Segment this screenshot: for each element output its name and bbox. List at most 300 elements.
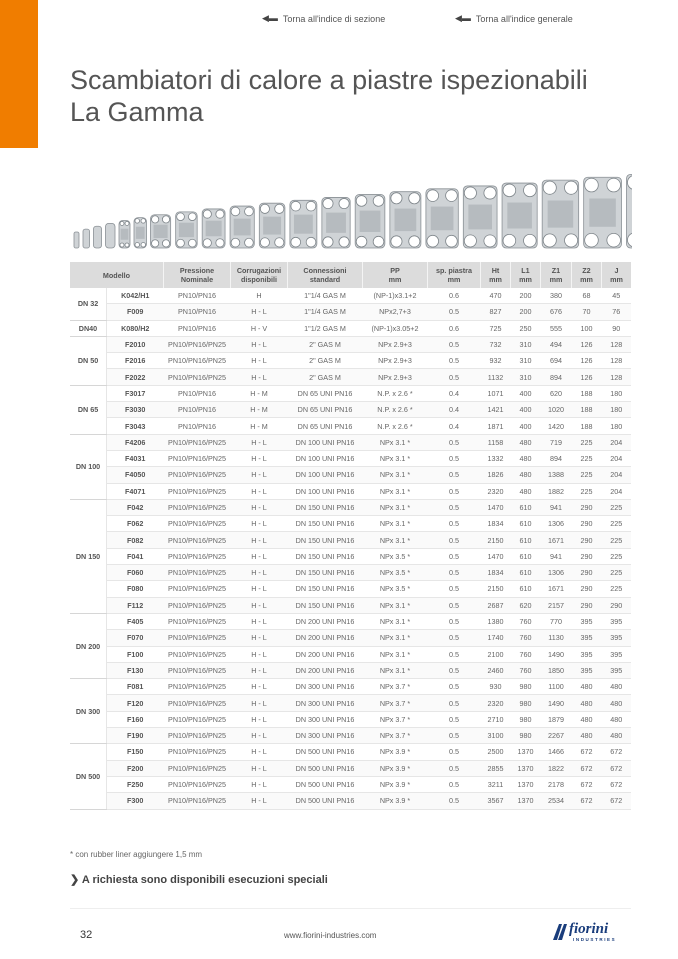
cell-z1: 1306 (541, 516, 572, 532)
plate-icon (134, 218, 147, 248)
cell-ht: 732 (481, 336, 511, 352)
special-note-text: A richiesta sono disponibili esecuzioni speciali (81, 874, 328, 886)
cell-pp: NPx 3.5 * (363, 548, 428, 564)
cell-z1: 2267 (541, 728, 572, 744)
cell-pressure: PN10/PN16/PN25 (164, 728, 231, 744)
plate-icon (390, 192, 421, 248)
cell-pp: NPx 2.9+3 (363, 353, 428, 369)
cell-model: F2010 (107, 336, 164, 352)
cell-ht: 2460 (481, 662, 511, 678)
cell-connections: 2" GAS M (288, 336, 363, 352)
cell-corrugations: H - L (231, 483, 288, 499)
cell-z1: 2178 (541, 776, 572, 792)
table-row (70, 385, 631, 401)
cell-z1: 1420 (541, 418, 572, 434)
table-row (70, 499, 631, 515)
cell-pressure: PN10/PN16/PN25 (164, 760, 231, 776)
cell-corrugations: H - M (231, 402, 288, 418)
cell-pp: NPx 3.7 * (363, 679, 428, 695)
cell-connections: DN 300 UNI PN16 (288, 711, 363, 727)
cell-corrugations: H - L (231, 744, 288, 760)
cell-l1: 200 (511, 304, 541, 320)
cell-plate-thickness: 0.5 (428, 760, 481, 776)
cell-pressure: PN10/PN16/PN25 (164, 516, 231, 532)
cell-plate-thickness: 0.5 (428, 304, 481, 320)
cell-z2: 188 (572, 418, 602, 434)
cell-model: F041 (107, 548, 164, 564)
table-row (70, 711, 631, 727)
cell-j: 225 (602, 499, 632, 515)
cell-pp: (NP-1)x3.1+2 (363, 288, 428, 304)
orange-accent-bar (0, 0, 38, 148)
cell-l1: 250 (511, 320, 541, 336)
cell-l1: 980 (511, 728, 541, 744)
cell-ht: 1380 (481, 613, 511, 629)
dn-group-cell: DN 150 (70, 499, 107, 613)
cell-z1: 941 (541, 548, 572, 564)
cell-z1: 676 (541, 304, 572, 320)
cell-z2: 100 (572, 320, 602, 336)
cell-j: 204 (602, 467, 632, 483)
table-row (70, 467, 631, 483)
cell-plate-thickness: 0.5 (428, 728, 481, 744)
cell-model: F112 (107, 597, 164, 613)
plate-icon (322, 197, 350, 248)
cell-ht: 1470 (481, 548, 511, 564)
cell-l1: 980 (511, 679, 541, 695)
page-title (70, 64, 588, 128)
table-row (70, 581, 631, 597)
cell-pressure: PN10/PN16/PN25 (164, 744, 231, 760)
cell-l1: 480 (511, 467, 541, 483)
cell-pp: NPx 3.9 * (363, 793, 428, 809)
cell-l1: 200 (511, 288, 541, 304)
cell-plate-thickness: 0.6 (428, 288, 481, 304)
cell-j: 672 (602, 760, 632, 776)
cell-corrugations: H - L (231, 793, 288, 809)
table-row (70, 532, 631, 548)
cell-ht: 1826 (481, 467, 511, 483)
cell-corrugations: H - M (231, 418, 288, 434)
cell-pp: NPx 3.1 * (363, 467, 428, 483)
cell-l1: 1370 (511, 776, 541, 792)
cell-corrugations: H - L (231, 613, 288, 629)
cell-z2: 290 (572, 532, 602, 548)
cell-plate-thickness: 0.5 (428, 434, 481, 450)
cell-pp: NPx 3.1 * (363, 499, 428, 515)
cell-z1: 1306 (541, 565, 572, 581)
cell-model: F300 (107, 793, 164, 809)
cell-ht: 2100 (481, 646, 511, 662)
cell-z1: 2157 (541, 597, 572, 613)
cell-ht: 2150 (481, 532, 511, 548)
cell-pressure: PN10/PN16 (164, 288, 231, 304)
cell-corrugations: H - L (231, 369, 288, 385)
cell-pp: NPx 3.9 * (363, 776, 428, 792)
cell-model: F062 (107, 516, 164, 532)
cell-corrugations: H - L (231, 581, 288, 597)
cell-pressure: PN10/PN16/PN25 (164, 532, 231, 548)
cell-corrugations: H - L (231, 304, 288, 320)
plate-icon (230, 206, 254, 248)
cell-ht: 827 (481, 304, 511, 320)
cell-model: F120 (107, 695, 164, 711)
cell-pp: NPx 3.1 * (363, 613, 428, 629)
table-row (70, 793, 631, 809)
cell-z1: 941 (541, 499, 572, 515)
table-row (70, 662, 631, 678)
table-row (70, 613, 631, 629)
cell-connections: DN 300 UNI PN16 (288, 695, 363, 711)
cell-ht: 1158 (481, 434, 511, 450)
cell-pressure: PN10/PN16 (164, 418, 231, 434)
cell-pressure: PN10/PN16/PN25 (164, 336, 231, 352)
plate-icon (106, 223, 116, 248)
cell-l1: 610 (511, 548, 541, 564)
cell-pp: NPx 3.5 * (363, 565, 428, 581)
cell-plate-thickness: 0.5 (428, 776, 481, 792)
cell-pressure: PN10/PN16/PN25 (164, 581, 231, 597)
cell-plate-thickness: 0.5 (428, 353, 481, 369)
cell-pressure: PN10/PN16 (164, 304, 231, 320)
special-note (70, 873, 328, 886)
cell-j: 225 (602, 565, 632, 581)
header-corrugazioni: Corrugazioni disponibili (231, 262, 288, 288)
cell-l1: 610 (511, 581, 541, 597)
cell-pressure: PN10/PN16/PN25 (164, 711, 231, 727)
cell-ht: 2500 (481, 744, 511, 760)
cell-pp: N.P. x 2.6 * (363, 385, 428, 401)
cell-model: F2016 (107, 353, 164, 369)
table-row (70, 483, 631, 499)
cell-connections: DN 150 UNI PN16 (288, 548, 363, 564)
cell-model: F160 (107, 711, 164, 727)
cell-l1: 620 (511, 597, 541, 613)
cell-z1: 1882 (541, 483, 572, 499)
cell-z2: 290 (572, 548, 602, 564)
cell-plate-thickness: 0.5 (428, 695, 481, 711)
page-title-line1: Scambiatori di calore a piastre ispezionabili (70, 65, 588, 95)
nav-section-index-label: Torna all'indice di sezione (282, 13, 386, 24)
plate-icon (119, 220, 130, 248)
nav-general-index-link[interactable] (455, 13, 573, 24)
cell-z2: 395 (572, 662, 602, 678)
cell-pressure: PN10/PN16/PN25 (164, 450, 231, 466)
cell-ht: 1470 (481, 499, 511, 515)
cell-l1: 310 (511, 336, 541, 352)
cell-pressure: PN10/PN16/PN25 (164, 662, 231, 678)
plate-icon (94, 226, 102, 248)
dn-group-cell: DN 300 (70, 679, 107, 744)
cell-connections: DN 150 UNI PN16 (288, 597, 363, 613)
cell-model: F100 (107, 646, 164, 662)
cell-ht: 3567 (481, 793, 511, 809)
cell-model: F150 (107, 744, 164, 760)
cell-ht: 1071 (481, 385, 511, 401)
table-row (70, 565, 631, 581)
cell-connections: 1"1/2 GAS M (288, 320, 363, 336)
cell-pp: (NP-1)x3.05+2 (363, 320, 428, 336)
cell-pressure: PN10/PN16/PN25 (164, 679, 231, 695)
logo-subtitle: INDUSTRIES (573, 937, 617, 942)
cell-connections: DN 300 UNI PN16 (288, 679, 363, 695)
cell-pp: NPx 3.1 * (363, 483, 428, 499)
cell-j: 76 (602, 304, 632, 320)
cell-model: F4050 (107, 467, 164, 483)
cell-connections: DN 65 UNI PN16 (288, 402, 363, 418)
cell-z1: 1490 (541, 646, 572, 662)
cell-pressure: PN10/PN16 (164, 320, 231, 336)
cell-z1: 770 (541, 613, 572, 629)
cell-corrugations: H - L (231, 516, 288, 532)
cell-plate-thickness: 0.4 (428, 402, 481, 418)
table-row (70, 320, 631, 336)
cell-j: 90 (602, 320, 632, 336)
cell-z2: 672 (572, 744, 602, 760)
cell-j: 395 (602, 613, 632, 629)
cell-corrugations: H - L (231, 679, 288, 695)
header-z2: Z2 mm (572, 262, 602, 288)
page-title-line2: La Gamma (70, 97, 204, 127)
plate-icon (584, 177, 622, 248)
cell-corrugations: H - V (231, 320, 288, 336)
cell-connections: DN 150 UNI PN16 (288, 565, 363, 581)
cell-corrugations: H - L (231, 434, 288, 450)
cell-connections: DN 100 UNI PN16 (288, 450, 363, 466)
header-ht: Ht mm (481, 262, 511, 288)
cell-model: F200 (107, 760, 164, 776)
cell-corrugations: H - L (231, 467, 288, 483)
logo-mark-icon (551, 922, 569, 942)
plate-icon (290, 200, 317, 248)
cell-pp: NPx 3.7 * (363, 711, 428, 727)
plate-range-illustration (72, 160, 632, 252)
cell-pp: N.P. x 2.6 * (363, 402, 428, 418)
header-sp-piastra: sp. piastra mm (428, 262, 481, 288)
cell-pressure: PN10/PN16/PN25 (164, 483, 231, 499)
cell-connections: 2" GAS M (288, 353, 363, 369)
cell-plate-thickness: 0.5 (428, 467, 481, 483)
cell-l1: 980 (511, 695, 541, 711)
cell-z1: 1850 (541, 662, 572, 678)
cell-ht: 3100 (481, 728, 511, 744)
cell-connections: DN 200 UNI PN16 (288, 662, 363, 678)
plate-icon (627, 174, 633, 248)
cell-connections: DN 65 UNI PN16 (288, 385, 363, 401)
cell-j: 204 (602, 434, 632, 450)
cell-l1: 760 (511, 613, 541, 629)
plate-icon (83, 229, 90, 248)
cell-pressure: PN10/PN16 (164, 385, 231, 401)
cell-corrugations: H - L (231, 776, 288, 792)
cell-connections: DN 65 UNI PN16 (288, 418, 363, 434)
cell-model: F3017 (107, 385, 164, 401)
cell-connections: DN 200 UNI PN16 (288, 630, 363, 646)
cell-z2: 225 (572, 467, 602, 483)
cell-z2: 395 (572, 630, 602, 646)
cell-j: 672 (602, 744, 632, 760)
cell-pressure: PN10/PN16/PN25 (164, 646, 231, 662)
cell-z2: 672 (572, 760, 602, 776)
cell-ht: 2855 (481, 760, 511, 776)
cell-ht: 930 (481, 679, 511, 695)
table-row (70, 402, 631, 418)
cell-z1: 2534 (541, 793, 572, 809)
cell-pp: NPx 3.1 * (363, 532, 428, 548)
cell-corrugations: H - L (231, 548, 288, 564)
cell-pp: NPx 3.1 * (363, 630, 428, 646)
table-row (70, 728, 631, 744)
cell-z1: 694 (541, 353, 572, 369)
cell-corrugations: H - L (231, 711, 288, 727)
plate-icon (502, 183, 537, 248)
cell-connections: DN 100 UNI PN16 (288, 483, 363, 499)
cell-plate-thickness: 0.5 (428, 483, 481, 499)
cell-ht: 1834 (481, 565, 511, 581)
cell-l1: 760 (511, 662, 541, 678)
cell-j: 672 (602, 793, 632, 809)
cell-pp: NPx 3.7 * (363, 728, 428, 744)
cell-pp: NPx 3.1 * (363, 646, 428, 662)
cell-connections: DN 200 UNI PN16 (288, 613, 363, 629)
footnote: * con rubber liner aggiungere 1,5 mm (70, 850, 203, 859)
cell-corrugations: H - L (231, 597, 288, 613)
cell-j: 45 (602, 288, 632, 304)
table-row (70, 353, 631, 369)
cell-z2: 126 (572, 353, 602, 369)
cell-pressure: PN10/PN16 (164, 402, 231, 418)
cell-ht: 1332 (481, 450, 511, 466)
plate-icon (176, 212, 198, 248)
cell-z1: 1388 (541, 467, 572, 483)
cell-j: 204 (602, 450, 632, 466)
cell-l1: 310 (511, 369, 541, 385)
cell-z1: 1020 (541, 402, 572, 418)
cell-z2: 480 (572, 711, 602, 727)
cell-model: F4031 (107, 450, 164, 466)
cell-l1: 980 (511, 711, 541, 727)
cell-pp: NPx 3.7 * (363, 695, 428, 711)
plate-icon (151, 215, 171, 248)
table-row (70, 288, 631, 304)
dn-group-cell: DN 32 (70, 288, 107, 320)
cell-z1: 1879 (541, 711, 572, 727)
cell-corrugations: H - L (231, 532, 288, 548)
cell-model: F3030 (107, 402, 164, 418)
cell-l1: 480 (511, 483, 541, 499)
cell-z2: 480 (572, 695, 602, 711)
cell-z2: 68 (572, 288, 602, 304)
cell-j: 128 (602, 353, 632, 369)
cell-corrugations: H - L (231, 646, 288, 662)
cell-z2: 290 (572, 516, 602, 532)
cell-z1: 494 (541, 336, 572, 352)
table-row (70, 434, 631, 450)
cell-corrugations: H - L (231, 499, 288, 515)
back-arrow-icon: ◀▬ (455, 13, 471, 23)
cell-connections: 1"1/4 GAS M (288, 304, 363, 320)
cell-pp: NPx 3.9 * (363, 760, 428, 776)
cell-j: 395 (602, 662, 632, 678)
cell-pp: NPx 3.1 * (363, 597, 428, 613)
cell-l1: 400 (511, 402, 541, 418)
website-link[interactable]: www.fiorini-industries.com (284, 931, 377, 940)
cell-model: F080 (107, 581, 164, 597)
cell-plate-thickness: 0.5 (428, 793, 481, 809)
cell-corrugations: H - L (231, 728, 288, 744)
plate-icon (74, 232, 79, 248)
cell-model: F081 (107, 679, 164, 695)
cell-l1: 610 (511, 532, 541, 548)
cell-model: F3043 (107, 418, 164, 434)
cell-ht: 725 (481, 320, 511, 336)
cell-plate-thickness: 0.6 (428, 320, 481, 336)
cell-pp: NPx 3.1 * (363, 516, 428, 532)
cell-j: 180 (602, 385, 632, 401)
cell-j: 128 (602, 336, 632, 352)
cell-plate-thickness: 0.5 (428, 630, 481, 646)
cell-z2: 480 (572, 728, 602, 744)
cell-l1: 310 (511, 353, 541, 369)
cell-corrugations: H - L (231, 760, 288, 776)
cell-corrugations: H - L (231, 630, 288, 646)
table-row (70, 304, 631, 320)
cell-connections: DN 150 UNI PN16 (288, 532, 363, 548)
cell-z2: 290 (572, 565, 602, 581)
cell-plate-thickness: 0.5 (428, 548, 481, 564)
cell-z1: 1671 (541, 581, 572, 597)
header-modello: Modello (70, 262, 164, 288)
table-row (70, 630, 631, 646)
cell-l1: 1370 (511, 744, 541, 760)
cell-z1: 1822 (541, 760, 572, 776)
cell-ht: 1871 (481, 418, 511, 434)
back-arrow-icon: ◀▬ (262, 13, 278, 23)
cell-z1: 1130 (541, 630, 572, 646)
chevron-right-icon: ❯ (70, 874, 80, 886)
cell-z1: 380 (541, 288, 572, 304)
cell-ht: 2320 (481, 483, 511, 499)
cell-ht: 1132 (481, 369, 511, 385)
cell-z2: 672 (572, 793, 602, 809)
cell-pressure: PN10/PN16/PN25 (164, 776, 231, 792)
cell-j: 290 (602, 597, 632, 613)
header-pressione: Pressione Nominale (164, 262, 231, 288)
cell-connections: DN 200 UNI PN16 (288, 646, 363, 662)
cell-connections: DN 500 UNI PN16 (288, 760, 363, 776)
dn-group-cell: DN 100 (70, 434, 107, 499)
cell-model: F042 (107, 499, 164, 515)
nav-section-index-link[interactable] (262, 13, 385, 24)
cell-connections: DN 500 UNI PN16 (288, 793, 363, 809)
cell-z2: 225 (572, 483, 602, 499)
table-row (70, 516, 631, 532)
cell-pp: NPx 3.1 * (363, 662, 428, 678)
cell-z2: 672 (572, 776, 602, 792)
cell-l1: 480 (511, 450, 541, 466)
cell-model: F250 (107, 776, 164, 792)
cell-corrugations: H - L (231, 353, 288, 369)
cell-model: F4206 (107, 434, 164, 450)
cell-z2: 225 (572, 434, 602, 450)
cell-z2: 126 (572, 369, 602, 385)
footer-divider (70, 908, 631, 909)
cell-ht: 1421 (481, 402, 511, 418)
cell-pp: N.P. x 2.6 * (363, 418, 428, 434)
cell-j: 225 (602, 548, 632, 564)
dn-group-cell: DN 200 (70, 613, 107, 678)
cell-model: F4071 (107, 483, 164, 499)
